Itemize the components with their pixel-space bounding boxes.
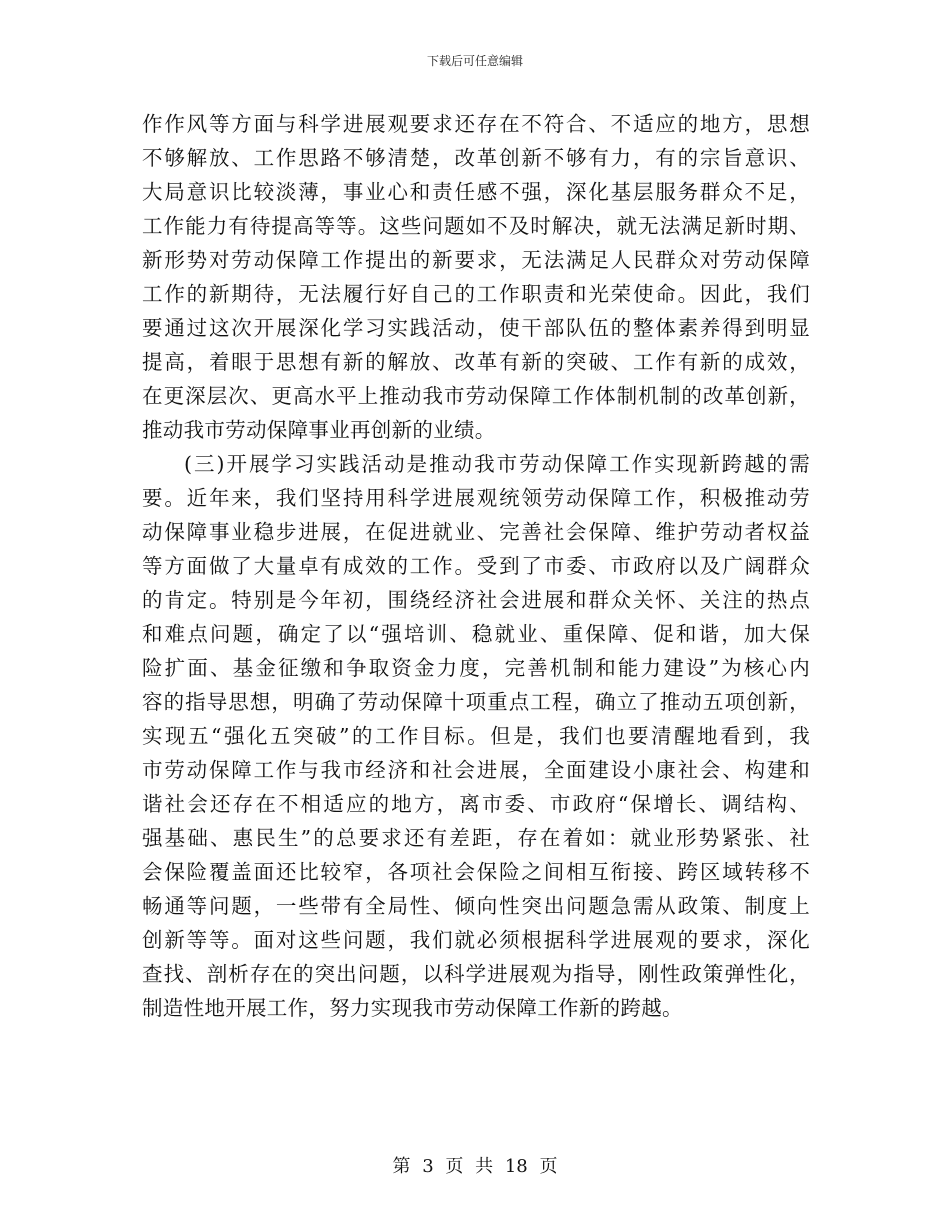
text-line: 和难点问题，确定了以“强培训、稳就业、重保障、促和谐，加大保 bbox=[142, 622, 810, 646]
text-line: 市劳动保障工作与我市经济和社会进展，全面建设小康社会、构建和 bbox=[142, 758, 810, 782]
text-line: 大局意识比较淡薄，事业心和责任感不强，深化基层服务群众不足， bbox=[142, 180, 810, 204]
document-body bbox=[142, 107, 810, 1025]
text-line: 容的指导思想，明确了劳动保障十项重点工程，确立了推动五项创新， bbox=[142, 690, 810, 714]
text-line: 新形势对劳动保障工作提出的新要求，无法满足人民群众对劳动保障 bbox=[142, 248, 810, 272]
text-line: 等方面做了大量卓有成效的工作。受到了市委、市政府以及广阔群众 bbox=[142, 554, 810, 578]
text-line: 作作风等方面与科学进展观要求还存在不符合、不适应的地方，思想 bbox=[142, 112, 810, 136]
text-line: 要通过这次开展深化学习实践活动，使干部队伍的整体素养得到明显 bbox=[142, 316, 810, 340]
text-line: 制造性地开展工作，努力实现我市劳动保障工作新的跨越。 bbox=[142, 996, 683, 1020]
text-line: 畅通等问题，一些带有全局性、倾向性突出问题急需从政策、制度上 bbox=[142, 894, 810, 918]
text-line: 动保障事业稳步进展，在促进就业、完善社会保障、维护劳动者权益 bbox=[142, 520, 810, 544]
text-line: 工作的新期待，无法履行好自己的工作职责和光荣使命。因此，我们 bbox=[142, 282, 810, 306]
text-line: 会保险覆盖面还比较窄，各项社会保险之间相互衔接、跨区域转移不 bbox=[142, 860, 810, 884]
text-line: (三)开展学习实践活动是推动我市劳动保障工作实现新跨越的需 bbox=[184, 452, 810, 476]
page-footer: 第 3 页 共 18 页 bbox=[392, 1156, 558, 1177]
text-line: 不够解放、工作思路不够清楚，改革创新不够有力，有的宗旨意识、 bbox=[142, 146, 810, 170]
text-line: 提高，着眼于思想有新的解放、改革有新的突破、工作有新的成效， bbox=[142, 350, 810, 374]
text-line: 创新等等。面对这些问题，我们就必须根据科学进展观的要求，深化 bbox=[142, 928, 810, 952]
text-line: 实现五“强化五突破”的工作目标。但是，我们也要清醒地看到，我 bbox=[142, 724, 810, 748]
text-line: 查找、剖析存在的突出问题，以科学进展观为指导，刚性政策弹性化， bbox=[142, 962, 810, 986]
text-line: 推动我市劳动保障事业再创新的业绩。 bbox=[142, 418, 496, 442]
text-line: 工作能力有待提高等等。这些问题如不及时解决，就无法满足新时期、 bbox=[142, 214, 810, 238]
text-line: 谐社会还存在不相适应的地方，离市委、市政府“保增长、调结构、 bbox=[142, 792, 810, 816]
text-line: 在更深层次、更高水平上推动我市劳动保障工作体制机制的改革创新， bbox=[142, 384, 810, 408]
text-line: 要。近年来，我们坚持用科学进展观统领劳动保障工作，积极推动劳 bbox=[142, 486, 810, 510]
text-line: 的肯定。特别是今年初，围绕经济社会进展和群众关怀、关注的热点 bbox=[142, 588, 810, 612]
text-line: 险扩面、基金征缴和争取资金力度，完善机制和能力建设”为核心内 bbox=[142, 656, 810, 680]
text-line: 强基础、惠民生”的总要求还有差距，存在着如：就业形势紧张、社 bbox=[142, 826, 810, 850]
page-header: 下载后可任意编辑 bbox=[426, 54, 523, 68]
